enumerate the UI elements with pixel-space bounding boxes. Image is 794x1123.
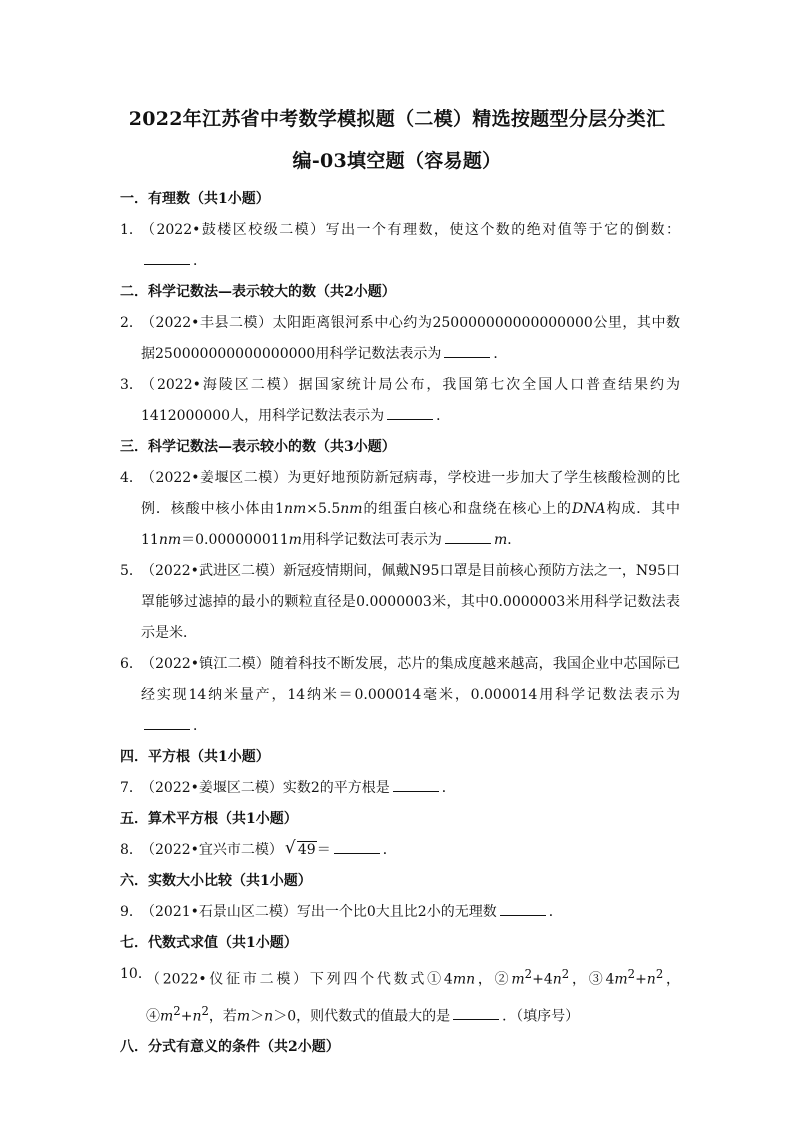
question-number: 10． — [120, 966, 152, 982]
question-number: 8． — [120, 842, 143, 858]
question-number: 2． — [120, 315, 143, 331]
answer-blank[interactable] — [144, 251, 190, 265]
question-body: （2022•镇江二模）随着科技不断发展，芯片的集成度越来越高，我国企业中芯国际已经实现14纳米量产，14纳米＝0.000014毫米，0.000014用科学记数法表示为 — [141, 656, 680, 703]
question-number: 4． — [120, 470, 143, 486]
section-heading-7: 七．代数式求值（共1小题） — [120, 935, 298, 951]
question-text: （2022•武进区二模）新冠疫情期间，佩戴N95口罩是目前核心预防方法之一，N95口罩能够过滤掉的最小的颗粒直径是0.0000003米，其中0.0000003米用科学记数法表示是米． — [141, 563, 680, 641]
unit-nm: nm — [340, 501, 363, 517]
question-text — [141, 463, 680, 556]
question-end: ． — [193, 718, 207, 734]
question-1 — [120, 215, 680, 277]
question-end: ． — [382, 842, 397, 858]
radical-sign-icon: √ — [284, 838, 296, 858]
question-number: 3． — [120, 377, 143, 393]
question-number: 9． — [120, 904, 143, 920]
var-n: n — [264, 1008, 274, 1025]
question-number: 5． — [120, 563, 143, 579]
var-m: m — [160, 1008, 174, 1025]
question-body: 构成．其中11 — [141, 501, 681, 548]
section-heading-5: 五．算术平方根（共1小题） — [120, 811, 298, 827]
question-text — [146, 959, 680, 1032]
question-number: 1． — [120, 222, 143, 238]
unit-m: m — [493, 532, 508, 548]
question-9 — [120, 897, 680, 928]
exponent: 2 — [524, 967, 533, 981]
question-text — [141, 773, 680, 804]
question-end: ． — [441, 780, 456, 796]
unit-nm: nm — [158, 532, 182, 548]
question-body: （2022•姜堰区二模）为更好地预防新冠病毒，学校进一步加大了学生核酸检测的比例．核酸中核小体由1 — [141, 470, 680, 517]
var-m: m — [236, 1008, 251, 1025]
question-number: 7． — [120, 780, 143, 796]
question-2 — [120, 308, 680, 370]
question-body: 用科学记数法可表示为 — [301, 532, 442, 548]
question-6 — [120, 649, 680, 742]
exponent: 2 — [201, 1003, 209, 1018]
question-5 — [120, 556, 680, 649]
question-8 — [120, 835, 680, 866]
question-body: ，③4 — [569, 971, 615, 988]
question-body: 的组蛋白核心和盘绕在核心上的 — [362, 501, 572, 517]
question-end: ．（填序号） — [502, 1008, 580, 1025]
section-heading-6: 六．实数大小比较（共1小题） — [120, 873, 312, 889]
answer-blank[interactable] — [387, 406, 433, 420]
question-text — [141, 835, 680, 866]
question-body: + — [635, 971, 647, 988]
question-text — [141, 370, 680, 432]
question-text — [141, 308, 680, 370]
unit-nm: nm — [283, 501, 307, 517]
question-body: + — [180, 1008, 193, 1025]
question-body: ×5.5 — [306, 501, 341, 517]
var-mn: mn — [452, 971, 476, 988]
question-body: ＞0，则代数式的值最大的是 — [273, 1008, 451, 1025]
var-m: m — [511, 971, 525, 988]
question-body: （2022•海陵区二模）据国家统计局公布，我国第七次全国人口普查结果约为1412000000人，用科学记数法表示为 — [141, 377, 680, 424]
question-4 — [120, 463, 680, 556]
question-body: ＞ — [250, 1008, 265, 1025]
answer-blank[interactable] — [453, 1006, 499, 1020]
var-m: m — [614, 971, 628, 988]
section-heading-4: 四．平方根（共1小题） — [120, 749, 270, 765]
radicand: 49 — [297, 842, 316, 858]
document-content — [120, 184, 680, 1063]
answer-blank[interactable] — [445, 530, 491, 544]
question-text — [141, 897, 680, 928]
question-body: （2021•石景山区二模）写出一个比0大且比2小的无理数 — [141, 904, 497, 920]
term-dna: DNA — [571, 501, 606, 517]
question-body: （2022•姜堰区二模）实数2的平方根是 — [141, 780, 390, 796]
unit-m: m — [288, 532, 302, 548]
question-number: 6． — [120, 656, 143, 672]
equals-sign: ＝ — [316, 842, 331, 858]
answer-blank[interactable] — [334, 840, 380, 854]
question-body: （2022•丰县二模）太阳距离银河系中心约为250000000000000000公里，其中数据250000000000000000用科学记数法表示为 — [141, 315, 680, 362]
question-body: ，若 — [208, 1008, 237, 1025]
question-body: （2022•鼓楼区校级二模）写出一个有理数，使这个数的绝对值等于它的倒数： — [141, 222, 680, 238]
question-end: ． — [548, 904, 563, 920]
question-end: ． — [493, 346, 508, 362]
exponent: 2 — [561, 967, 570, 981]
answer-blank[interactable] — [144, 716, 190, 730]
answer-blank[interactable] — [393, 778, 439, 792]
question-3 — [120, 370, 680, 432]
var-n: n — [552, 971, 562, 988]
square-root-expression — [285, 835, 317, 866]
exponent: 2 — [655, 967, 664, 981]
exponent: 2 — [173, 1003, 181, 1018]
question-body: ，④ — [146, 971, 681, 1025]
question-text — [141, 215, 680, 277]
question-body: ，② — [475, 971, 512, 988]
section-heading-2: 二．科学记数法—表示较大的数（共2小题） — [120, 284, 396, 300]
var-n: n — [646, 971, 656, 988]
question-end: ． — [193, 253, 207, 269]
answer-blank[interactable] — [500, 902, 546, 916]
question-7 — [120, 773, 680, 804]
section-heading-1: 一．有理数（共1小题） — [120, 191, 270, 207]
question-body: ＝0.000000011 — [181, 532, 289, 548]
question-10 — [120, 959, 680, 1032]
question-body: +4 — [532, 971, 553, 988]
section-heading-3: 三．科学记数法—表示较小的数（共3小题） — [120, 439, 396, 455]
var-n: n — [192, 1008, 202, 1025]
question-text — [141, 649, 680, 742]
section-heading-8: 八．分式有意义的条件（共2小题） — [120, 1039, 340, 1056]
question-end: ． — [507, 532, 522, 548]
question-end: ． — [436, 408, 451, 424]
question-body: （2022•仪征市二模）下列四个代数式①4 — [146, 971, 453, 988]
question-body: （2022•宜兴市二模） — [141, 842, 283, 858]
document-title-line-2: 编-03填空题（容易题） — [292, 150, 502, 172]
answer-blank[interactable] — [444, 344, 490, 358]
document-title-line-1: 2022年江苏省中考数学模拟题（二模）精选按题型分层分类汇 — [128, 108, 666, 130]
exponent: 2 — [627, 967, 636, 981]
